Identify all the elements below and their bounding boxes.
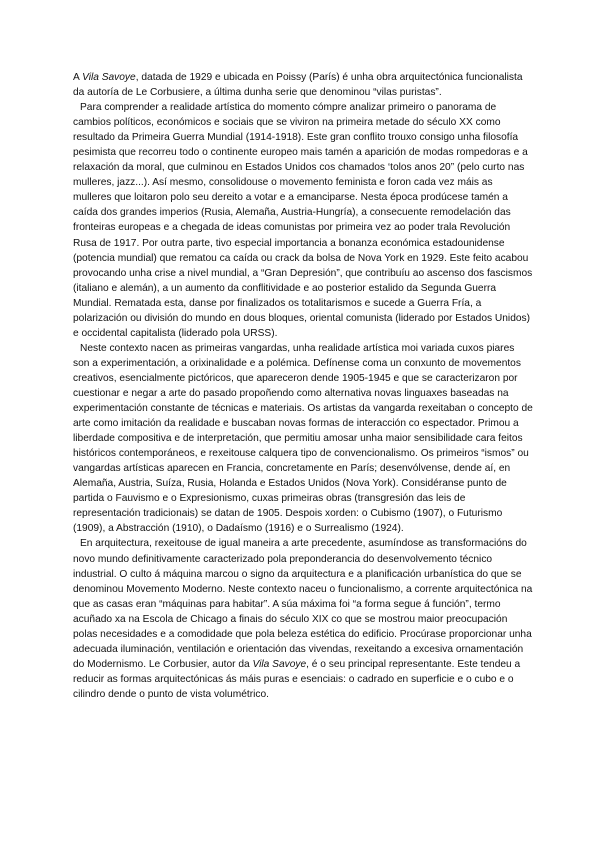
paragraph-historical-context	[73, 100, 533, 341]
text-run: En arquitectura, rexeitouse de igual maneira a arte precedente, asumíndose as transformacións do novo mundo definitivamente caracterizado pola preponderancia do desenvolvemento técnico industrial. O culto á máquina marcou o signo da arquitectura e a planificación urbanística do que se denominou Movemento Moderno. Neste contexto naceu o funcionalismo, a corrente arquitectónica na que as casas eran “máquinas para habitar”. A súa máxima foi “a forma segue á función”, termo acuñado xa na Escola de Chicago a finais do século XIX co que se mostrou maior preocupación polas necesidades e a comodidade que pola beleza estética do edificio. Procúrase proporcionar unha adecuada iluminación, ventilación e orientación das vivendas, rexeitando a excesiva ornamentación do Modernismo. Le Corbusier, autor da	[73, 538, 533, 670]
document-body	[73, 70, 533, 702]
text-run: , datada de 1929 e ubicada en Poissy (París) é unha obra arquitectónica funcionalista da autoría de Le Corbusiere, a última dunha serie que denominou “vilas puristas”.	[73, 72, 523, 99]
italic-text-run: Vila Savoye	[82, 72, 136, 83]
paragraph-architecture	[73, 536, 533, 702]
text-run: , é o seu principal representante. Este tendeu a reducir as formas arquitectónicas ás máis puras e esenciais: o cadrado en superficie e o cubo e o cilindro dende o punto de vista volumétrico.	[73, 658, 521, 700]
text-run: Neste contexto nacen as primeiras vangardas, unha realidade artística moi variada cuxos piares son a experimentación, a orixinalidade e a polémica. Defínense coma un conxunto de movementos creativos, esencialmente pictóricos, que apareceron dende 1905-1945 e que se caracterizaron por cuestionar e negar a arte do pasado propoñendo como alternativa novas linguaxes baseadas na experimentación constante de técnicas e materiais. Os artistas da vangarda rexeitaban o concepto de arte como imitación da realidade e buscaban novas formas de interacción co espectador. Primou a liberdade compositiva e de interpretación, que permitiu amosar unha maior sensibilidade cara feitos históricos contemporáneos, e rexeitouse calquera tipo de convencionalismo. Os primeiros “ismos” ou vangardas artísticas aparecen en Francia, concretamente en París; desenvólvense, dende aí, en Alemaña, Austria, Suíza, Rusia, Holanda e Estados Unidos (Nova York). Considéranse punto de partida o Fauvismo e o Expresionismo, cuxas primeiras obras (transgresión das leis de representación tradicionais) se datan de 1905. Despois xorden: o Cubismo (1907), o Futurismo (1909), a Abstracción (1910), o Dadaísmo (1916) e o Surrealismo (1924).	[73, 342, 533, 535]
italic-text-run: Vila Savoye	[252, 658, 307, 670]
paragraph-vanguards	[73, 341, 533, 537]
text-run: Para comprender a realidade artística do momento cómpre analizar primeiro o panorama de cambios políticos, económicos e sociais que se viviron na primeira metade do século XX como resultado da Primeira Guerra Mundial (1914-1918). Este gran conflito trouxo consigo unha filosofía pesimista que recorreu todo o continente europeo mais tamén a aparición de modas rompedoras e a relaxación da moral, que culminou en Estados Unidos cos chamados ‘tolos anos 20” (pelo curto nas mulleres, jazz...). Así mesmo, consolidouse o movemento feminista e foron cada vez máis as mulleres que loitaron polo seu dereito a votar e a emanciparse. Nesta época prodúcese tamén a caída dos grandes imperios (Rusia, Alemaña, Austria-Hungría), a consecuente remodelación das fronteiras europeas e a chegada de ideas comunistas por primeira vez ao poder trala Revolución Rusa de 1917. Por outra parte, tivo especial importancia a bonanza económica estadounidense (potencia mundial) que rematou ca caída ou crack da bolsa de Nova York en 1929. Este feito acabou provocando unha crise a nivel mundial, a “Gran Depresión”, que contribuíu ao ascenso dos fascismos (italiano e alemán), a un aumento da conflitividade e ao posterior estalido da Segunda Guerra Mundial. Rematada esta, danse por finalizados os totalitarismos e sucede a Guerra Fría, a polarización ou división do mundo en dous bloques, oriental comunista (liderado por Estados Unidos) e occidental capitalista (liderado pola URSS).	[73, 102, 533, 339]
paragraph-vila-savoye-intro	[73, 70, 533, 100]
text-run: A	[73, 72, 83, 83]
